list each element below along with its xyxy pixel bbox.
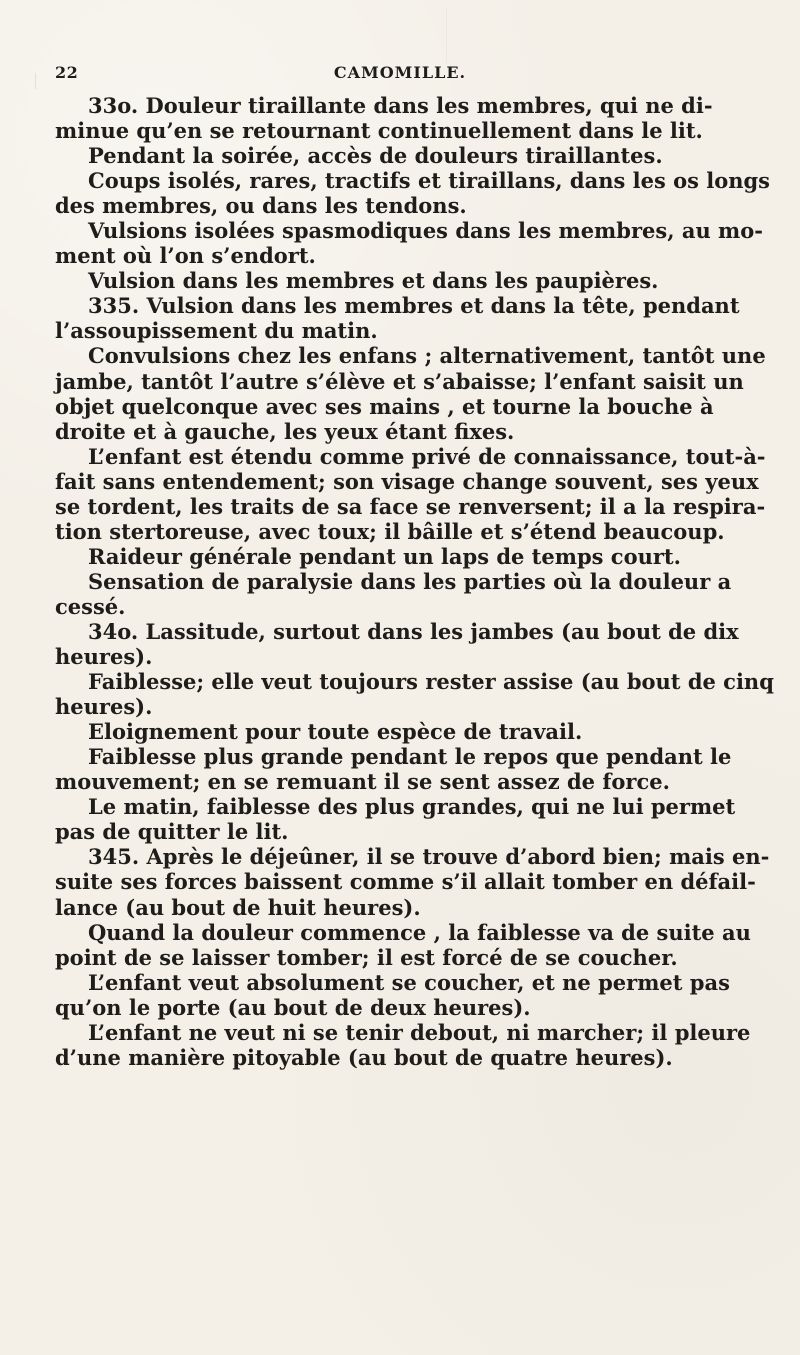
text-line: heures).: [55, 694, 153, 720]
text-line: cessé.: [55, 593, 126, 619]
text-line: 34o. Lassitude, surtout dans les jambes (au bout de dix: [88, 618, 739, 644]
text-line: 345. Après le déjeûner, il se trouve d’abord bien; mais en-: [88, 844, 770, 870]
text-line: Vulsion dans les membres et dans les paupières.: [88, 268, 659, 294]
text-line: mouvement; en se remuant il se sent assez de force.: [55, 769, 670, 795]
text-line: L’enfant ne veut ni se tenir debout, ni marcher; il pleure: [88, 1019, 751, 1045]
text-line: Pendant la soirée, accès de douleurs tiraillantes.: [88, 143, 663, 169]
text-line: Convulsions chez les enfans ; alternativement, tantôt une: [88, 343, 766, 369]
text-line: Faiblesse plus grande pendant le repos que pendant le: [88, 744, 732, 770]
text-line: Raideur générale pendant un laps de temps court.: [88, 543, 681, 569]
text-line: L’enfant est étendu comme privé de connaissance, tout-à-: [88, 443, 766, 469]
text-line: heures).: [55, 644, 153, 670]
text-line: tion stertoreuse, avec toux; il bâille et s’étend beaucoup.: [55, 518, 725, 544]
text-line: minue qu’en se retournant continuellement dans le lit.: [55, 118, 703, 144]
text-line: qu’on le porte (au bout de deux heures).: [55, 994, 531, 1020]
text-line: pas de quitter le lit.: [55, 819, 289, 845]
page-text: [55, 93, 774, 1070]
text-line: Vulsions isolées spasmodiques dans les membres, au mo-: [88, 218, 763, 244]
text-line: jambe, tantôt l’autre s’élève et s’abaisse; l’enfant saisit un: [55, 368, 744, 394]
text-line: des membres, ou dans les tendons.: [55, 193, 467, 219]
text-line: ment où l’on s’endort.: [55, 243, 316, 269]
text-line: Quand la douleur commence , la faiblesse va de suite au: [88, 919, 751, 945]
text-line: se tordent, les traits de sa face se renversent; il a la respira-: [55, 493, 766, 519]
text-line: droite et à gauche, les yeux étant fixes.: [55, 418, 515, 444]
text-line: lance (au bout de huit heures).: [55, 894, 421, 920]
text-line: d’une manière pitoyable (au bout de quatre heures).: [55, 1044, 673, 1070]
text-line: 33o. Douleur tiraillante dans les membres, qui ne di-: [88, 93, 713, 118]
running-head: CAMOMILLE.: [333, 63, 467, 82]
text-line: Faiblesse; elle veut toujours rester assise (au bout de cinq: [88, 669, 774, 695]
text-line: Coups isolés, rares, tractifs et tiraillans, dans les os longs: [88, 168, 770, 194]
text-line: fait sans entendement; son visage change souvent, ses yeux: [55, 468, 759, 494]
page-header: [55, 63, 745, 87]
text-line: Eloignement pour toute espèce de travail.: [88, 719, 583, 745]
text-line: objet quelconque avec ses mains , et tourne la bouche à: [55, 393, 714, 419]
text-line: 335. Vulsion dans les membres et dans la tête, pendant: [88, 293, 740, 319]
text-line: point de se laisser tomber; il est forcé de se coucher.: [55, 944, 678, 970]
page-number: 22: [55, 63, 79, 82]
text-line: L’enfant veut absolument se coucher, et ne permet pas: [88, 969, 730, 995]
text-line: Sensation de paralysie dans les parties où la douleur a: [88, 568, 732, 594]
text-line: suite ses forces baissent comme s’il allait tomber en défail-: [55, 869, 756, 895]
text-line: l’assoupissement du matin.: [55, 318, 378, 344]
text-line: Le matin, faiblesse des plus grandes, qui ne lui permet: [88, 794, 736, 820]
top-margin-mark: [446, 8, 447, 63]
left-margin-mark: [35, 73, 36, 89]
